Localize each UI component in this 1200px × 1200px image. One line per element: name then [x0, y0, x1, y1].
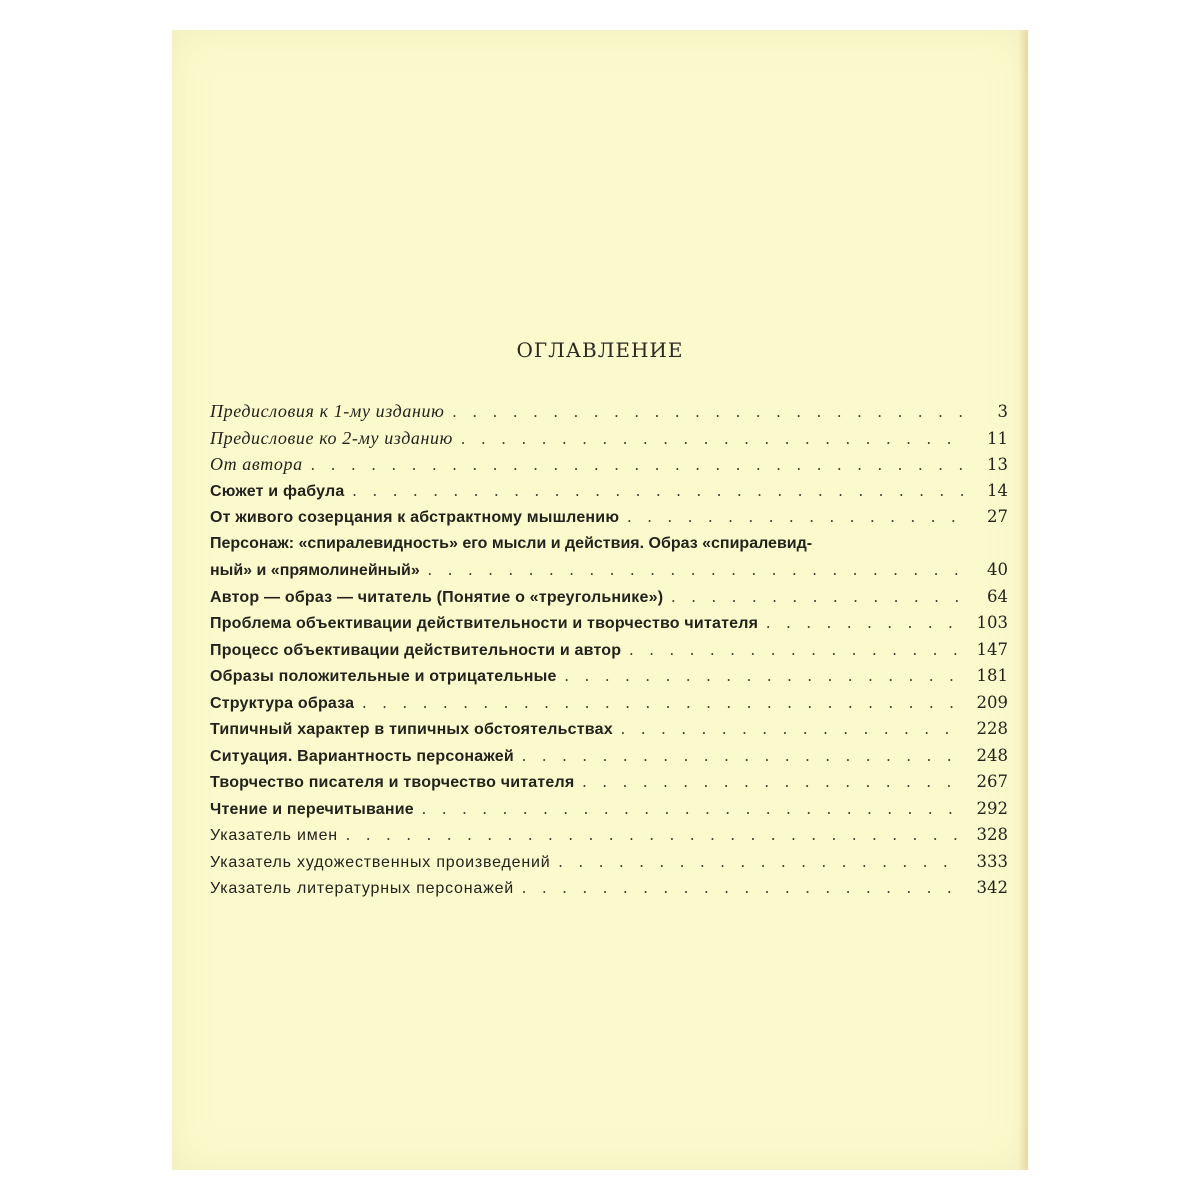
toc-entry — [210, 584, 1008, 611]
toc-entry — [210, 610, 1008, 637]
toc-entry-title: Творчество писателя и творчество читателя — [210, 774, 575, 791]
toc-entry-title: От автора — [210, 454, 303, 474]
toc-entry-title: Структура образа — [210, 694, 355, 712]
toc-entry-title: Предисловие ко 2-му изданию — [210, 427, 453, 448]
toc-entry-page: 3 — [997, 402, 1008, 421]
toc-entry-page: 248 — [976, 745, 1008, 765]
toc-entry-page: 11 — [987, 428, 1008, 448]
toc-entry-page: 228 — [976, 719, 1008, 738]
toc-entry-title: Типичный характер в типичных обстоятельствах — [210, 721, 613, 738]
toc-entry — [210, 451, 1008, 478]
toc-entry-page: 181 — [976, 666, 1008, 685]
dot-leader — [428, 557, 964, 584]
toc-entry-page: 292 — [976, 798, 1008, 818]
toc-entry — [210, 690, 1008, 717]
dot-leader — [346, 822, 964, 849]
toc-entry — [210, 716, 1008, 743]
toc-entry-title: Проблема объективации действительности и творчество читателя — [210, 615, 759, 632]
toc-entry — [210, 425, 1008, 452]
dot-leader — [362, 690, 964, 717]
toc-entry-title-line2: ный» и «прямолинейный» — [210, 562, 420, 579]
toc-entry-title: Указатель имен — [210, 827, 338, 844]
toc-entry-page: 27 — [987, 507, 1008, 526]
dot-leader — [766, 610, 964, 637]
toc-entry-title: Чтение и перечитывание — [210, 800, 414, 818]
toc-entry-title: От живого созерцания к абстрактному мышлению — [210, 509, 620, 526]
toc-entry — [210, 769, 1008, 796]
toc-entry-page: 267 — [976, 772, 1008, 791]
dot-leader — [671, 584, 964, 611]
toc-entry — [210, 849, 1008, 876]
dot-leader — [452, 399, 964, 426]
toc-entry-second-line — [210, 557, 1008, 584]
toc-entry-page: 64 — [987, 586, 1008, 606]
dot-leader — [353, 478, 964, 505]
toc-entry-page: 13 — [987, 455, 1008, 474]
toc-entry-page: 14 — [987, 480, 1008, 500]
toc-entry-title: Предисловия к 1-му изданию — [210, 401, 445, 421]
dot-leader — [311, 452, 964, 479]
toc-entry-page: 40 — [987, 560, 1008, 579]
dot-leader — [558, 849, 964, 876]
toc-entry — [210, 875, 1008, 902]
dot-leader — [522, 743, 964, 770]
toc-entry-title: Процесс объективации действительности и автор — [210, 641, 622, 659]
dot-leader — [565, 663, 964, 690]
toc-entry — [210, 504, 1008, 531]
dot-leader — [422, 796, 964, 823]
toc-entry — [210, 743, 1008, 770]
dot-leader — [522, 875, 964, 902]
toc-entry-page: 328 — [976, 825, 1008, 844]
toc-entry — [210, 822, 1008, 849]
toc-entry-page: 342 — [976, 878, 1008, 897]
dot-leader — [627, 504, 964, 531]
toc-heading: ОГЛАВЛЕНИЕ — [516, 338, 684, 362]
toc-entry-page: 147 — [976, 639, 1008, 659]
dot-leader — [461, 426, 964, 453]
toc-entry-title: Образы положительные и отрицательные — [210, 668, 557, 685]
toc-entry — [210, 478, 1008, 505]
page-edge-shadow — [1018, 30, 1028, 1170]
toc-entry-title: Ситуация. Вариантность персонажей — [210, 747, 514, 765]
toc-entry — [210, 398, 1008, 425]
dot-leader — [621, 716, 964, 743]
toc-entry-title-line1: Персонаж: «спиралевидность» его мысли и действия. Образ «спиралевид- — [210, 534, 813, 552]
toc-entry-title: Указатель литературных персонажей — [210, 880, 515, 897]
toc-entry-title: Автор — образ — читатель (Понятие о «треугольнике») — [210, 588, 664, 606]
toc-entry-page: 209 — [976, 692, 1008, 712]
table-of-contents — [210, 398, 1008, 902]
dot-leader — [582, 769, 964, 796]
toc-entry-title: Сюжет и фабула — [210, 482, 345, 500]
book-page — [172, 30, 1028, 1170]
toc-entry-two-line — [210, 531, 1008, 584]
toc-entry-page: 103 — [976, 613, 1008, 632]
toc-entry-title: Указатель художественных произведений — [210, 853, 551, 871]
toc-entry — [210, 663, 1008, 690]
toc-entry — [210, 637, 1008, 664]
dot-leader — [629, 637, 964, 664]
toc-entry — [210, 796, 1008, 823]
toc-entry-page: 333 — [976, 851, 1008, 871]
